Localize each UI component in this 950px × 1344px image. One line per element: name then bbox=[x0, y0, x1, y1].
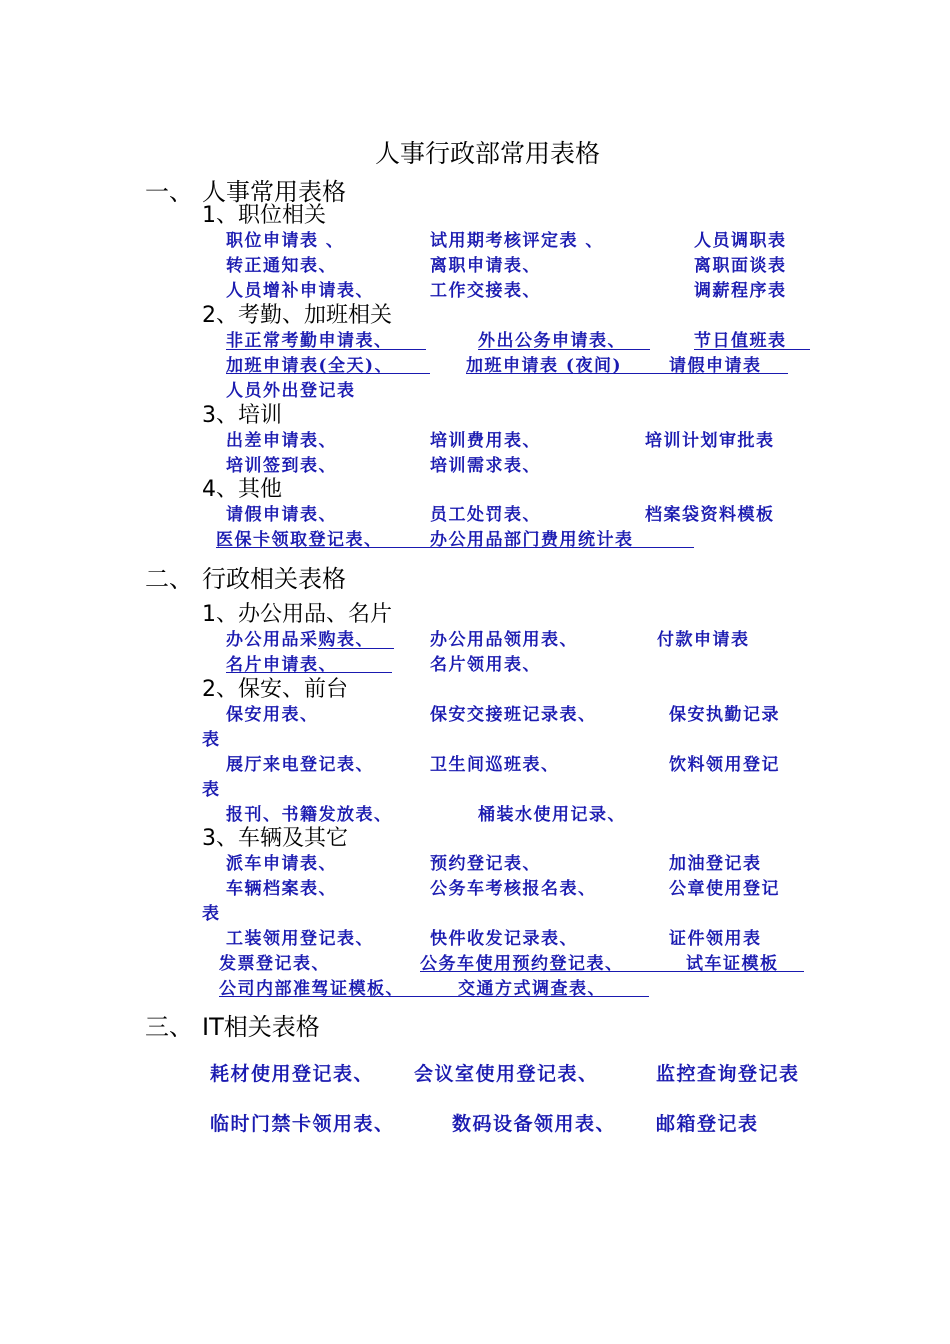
form-link[interactable]: 数码设备领用表、 bbox=[452, 1113, 617, 1135]
group-heading: 2、考勤、加班相关 bbox=[202, 303, 392, 328]
form-link[interactable]: 保安执勤记录 bbox=[669, 705, 780, 725]
form-link[interactable]: 公务车使用预约登记表、 bbox=[420, 954, 624, 974]
form-link[interactable]: 公章使用登记 bbox=[669, 879, 780, 899]
form-link[interactable]: 派车申请表、 bbox=[226, 854, 337, 874]
section-2-number: 二、 bbox=[145, 565, 193, 593]
link-underline bbox=[478, 349, 650, 350]
form-link[interactable]: 邮箱登记表 bbox=[656, 1113, 759, 1135]
form-link[interactable]: 档案袋资料模板 bbox=[645, 505, 775, 525]
form-link[interactable]: 离职面谈表 bbox=[694, 256, 787, 276]
form-link[interactable]: 出差申请表、 bbox=[226, 431, 337, 451]
form-link[interactable]: 试车证模板 bbox=[686, 954, 779, 974]
form-link[interactable]: 加油登记表 bbox=[669, 854, 762, 874]
form-link[interactable]: 培训需求表、 bbox=[430, 456, 541, 476]
group-heading: 3、车辆及其它 bbox=[202, 826, 348, 851]
form-link[interactable]: 培训计划审批表 bbox=[645, 431, 775, 451]
form-link[interactable]: 名片申请表、 bbox=[226, 655, 337, 675]
form-link[interactable]: 节日值班表 bbox=[694, 331, 787, 351]
group-heading: 2、保安、前台 bbox=[202, 677, 348, 702]
form-link[interactable]: 工装领用登记表、 bbox=[226, 929, 374, 949]
form-link[interactable]: 付款申请表 bbox=[657, 630, 750, 650]
section-2-heading: 行政相关表格 bbox=[202, 565, 346, 593]
group-heading: 1、职位相关 bbox=[202, 203, 326, 228]
form-link[interactable]: 保安用表、 bbox=[226, 705, 319, 725]
form-link[interactable]: 加班申请表(全天)、 bbox=[226, 356, 394, 376]
form-link[interactable]: 外出公务申请表、 bbox=[478, 331, 626, 351]
form-link[interactable]: 表 bbox=[202, 730, 221, 750]
form-link[interactable]: 培训签到表、 bbox=[226, 456, 337, 476]
form-link[interactable]: 保安交接班记录表、 bbox=[430, 705, 597, 725]
form-link[interactable]: 办公用品领用表、 bbox=[430, 630, 578, 650]
group-heading: 4、其他 bbox=[202, 477, 282, 502]
form-link[interactable]: 证件领用表 bbox=[669, 929, 762, 949]
form-link[interactable]: 培训费用表、 bbox=[430, 431, 541, 451]
link-underline bbox=[466, 373, 788, 374]
form-link[interactable]: 桶装水使用记录、 bbox=[478, 805, 626, 825]
form-link[interactable]: 预约登记表、 bbox=[430, 854, 541, 874]
form-link[interactable]: 医保卡领取登记表、 bbox=[216, 530, 383, 550]
form-link[interactable]: 表 bbox=[202, 780, 221, 800]
section-1-number: 一、 bbox=[145, 178, 193, 206]
form-link[interactable]: 快件收发记录表、 bbox=[430, 929, 578, 949]
form-link[interactable]: 会议室使用登记表、 bbox=[414, 1063, 599, 1085]
page-title: 人事行政部常用表格 bbox=[375, 139, 601, 168]
link-underline bbox=[219, 996, 649, 997]
form-link[interactable]: 车辆档案表、 bbox=[226, 879, 337, 899]
form-link[interactable]: 办公用品采购表、 bbox=[226, 630, 374, 650]
form-link[interactable]: 加班申请表 (夜间) bbox=[466, 356, 623, 376]
form-link[interactable]: 办公用品部门费用统计表 bbox=[430, 530, 634, 550]
form-link[interactable]: 卫生间巡班表、 bbox=[430, 755, 560, 775]
form-link[interactable]: 报刊、书籍发放表、 bbox=[226, 805, 393, 825]
form-link[interactable]: 职位申请表 、 bbox=[226, 231, 345, 251]
form-link[interactable]: 转正通知表、 bbox=[226, 256, 337, 276]
link-underline bbox=[226, 349, 426, 350]
link-underline bbox=[694, 349, 810, 350]
section-3-number: 三、 bbox=[145, 1013, 193, 1041]
link-underline bbox=[216, 547, 694, 548]
form-link[interactable]: 试用期考核评定表 、 bbox=[430, 231, 604, 251]
form-link[interactable]: 请假申请表、 bbox=[226, 505, 337, 525]
form-link[interactable]: 表 bbox=[202, 904, 221, 924]
form-link[interactable]: 监控查询登记表 bbox=[656, 1063, 800, 1085]
form-link[interactable]: 非正常考勤申请表、 bbox=[226, 331, 393, 351]
form-link[interactable]: 名片领用表、 bbox=[430, 655, 541, 675]
form-link[interactable]: 请假申请表 bbox=[669, 356, 762, 376]
form-link[interactable]: 公务车考核报名表、 bbox=[430, 879, 597, 899]
group-heading: 1、办公用品、名片 bbox=[202, 602, 392, 627]
form-link[interactable]: 公司内部准驾证模板、 bbox=[219, 979, 404, 999]
link-underline bbox=[226, 373, 430, 374]
section-1-heading: 人事常用表格 bbox=[202, 178, 346, 206]
link-underline bbox=[420, 971, 804, 972]
section-3-heading: IT相关表格 bbox=[202, 1013, 320, 1041]
form-link[interactable]: 临时门禁卡领用表、 bbox=[210, 1113, 395, 1135]
form-link[interactable]: 饮料领用登记 bbox=[669, 755, 780, 775]
form-link[interactable]: 耗材使用登记表、 bbox=[210, 1063, 375, 1085]
group-heading: 3、培训 bbox=[202, 403, 282, 428]
form-link[interactable]: 员工处罚表、 bbox=[430, 505, 541, 525]
form-link[interactable]: 人员调职表 bbox=[694, 231, 787, 251]
form-link[interactable]: 调薪程序表 bbox=[694, 281, 787, 301]
form-link[interactable]: 工作交接表、 bbox=[430, 281, 541, 301]
form-link[interactable]: 人员增补申请表、 bbox=[226, 281, 374, 301]
form-link[interactable]: 展厅来电登记表、 bbox=[226, 755, 374, 775]
form-link[interactable]: 发票登记表、 bbox=[219, 954, 330, 974]
form-link[interactable]: 离职申请表、 bbox=[430, 256, 541, 276]
link-underline bbox=[318, 648, 394, 649]
form-link[interactable]: 人员外出登记表 bbox=[226, 381, 356, 401]
form-link[interactable]: 交通方式调查表、 bbox=[458, 979, 606, 999]
